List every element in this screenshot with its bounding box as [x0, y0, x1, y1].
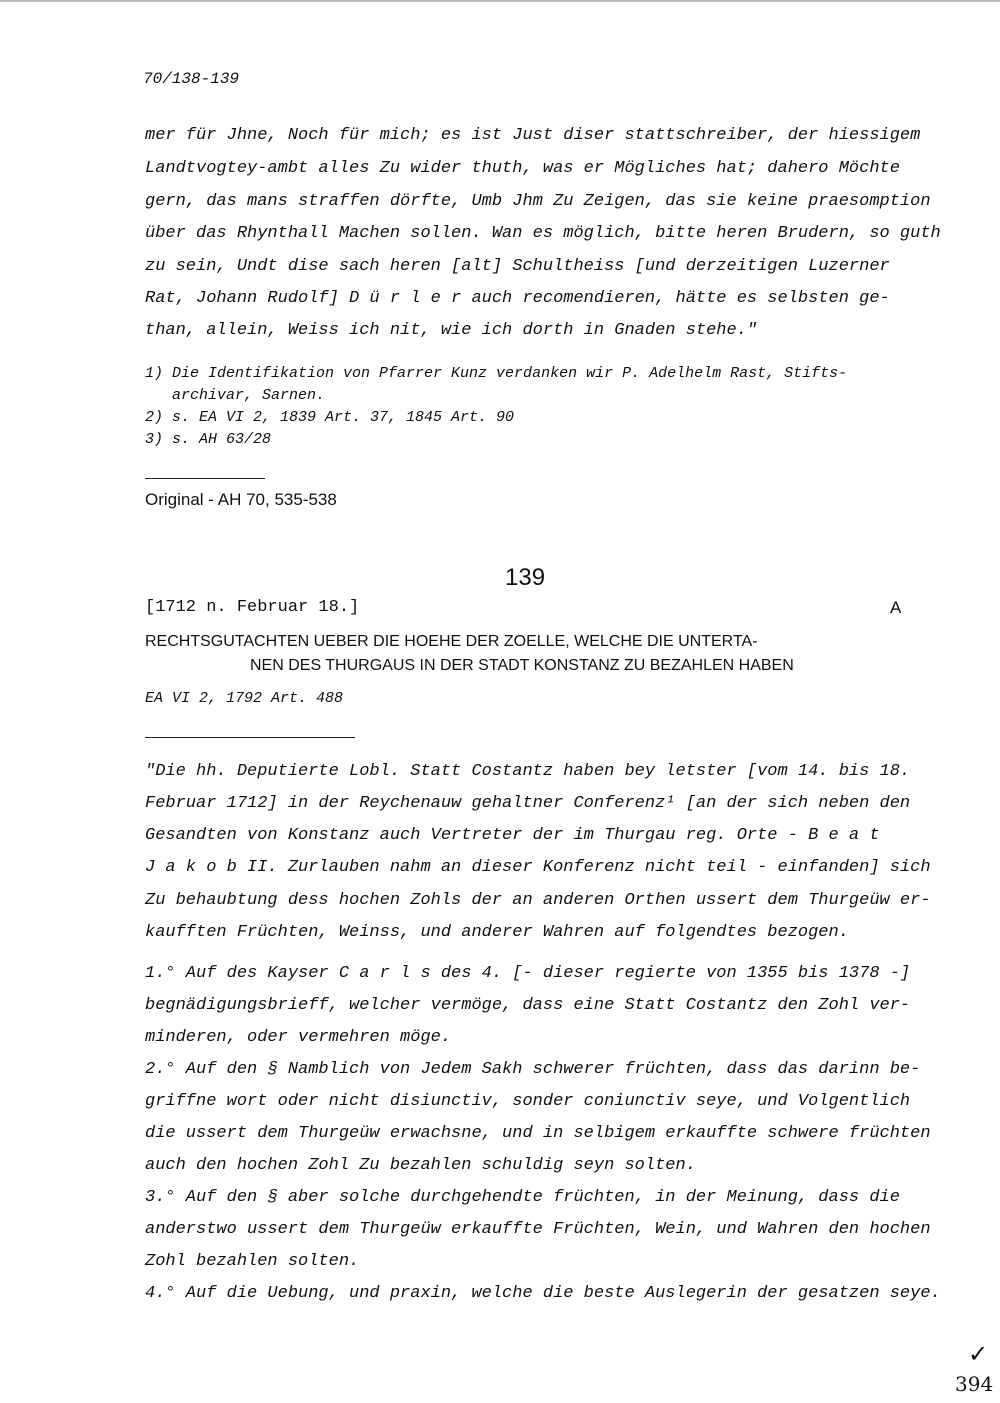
title-line: NEN DES THURGAUS IN DER STADT KONSTANZ ZU BEZAHLEN HABEN — [250, 657, 794, 674]
scan-edge-line — [0, 0, 1000, 2]
body-line: 2.° Auf den § Namblich von Jedem Sakh schwerer früchten, dass das darinn be- — [145, 1060, 921, 1079]
body-line: J a k o b II. Zurlauben nahm an dieser Konferenz nicht teil - einfanden] sich — [145, 858, 931, 877]
title-line: RECHTSGUTACHTEN UEBER DIE HOEHE DER ZOELLE, WELCHE DIE UNTERTA- — [145, 633, 758, 650]
handwritten-page-number: 394 — [955, 1372, 994, 1396]
quote-line: than, allein, Weiss ich nit, wie ich dorth in Gnaden stehe." — [145, 321, 758, 340]
quote-line: Landtvogtey-ambt alles Zu wider thuth, was er Mögliches hat; dahero Möchte — [145, 159, 900, 178]
footnote-line: 3) s. AH 63/28 — [145, 431, 272, 448]
source-reference: EA VI 2, 1792 Art. 488 — [145, 690, 344, 707]
quote-line: über das Rhynthall Machen sollen. Wan es möglich, bitte heren Brudern, so guth — [145, 224, 941, 243]
body-line: minderen, oder vermehren möge. — [145, 1028, 452, 1047]
document-number: 139 — [505, 564, 546, 591]
document-reference: 70/138-139 — [143, 70, 240, 88]
body-line: anderstwo ussert dem Thurgeüw erkauffte Früchten, Wein, und Wahren den hochen — [145, 1220, 931, 1239]
footnote-divider — [145, 478, 265, 479]
check-mark: ✓ — [968, 1340, 989, 1368]
document-date: [1712 n. Februar 18.] — [145, 598, 360, 617]
body-line: die ussert dem Thurgeüw erwachsne, und in selbigem erkauffte schwere früchten — [145, 1124, 931, 1143]
document-title — [145, 630, 794, 678]
body-line: kaufften Früchten, Weinss, und anderer Wahren auf folgendtes bezogen. — [145, 923, 849, 942]
footnote-line: 1) Die Identifikation von Pfarrer Kunz verdanken wir P. Adelhelm Rast, Stifts- — [145, 365, 848, 382]
body-line: Zohl bezahlen solten. — [145, 1252, 360, 1271]
body-line: griffne wort oder nicht disiunctiv, sonder coniunctiv seye, und Volgentlich — [145, 1092, 911, 1111]
footnote-line: 2) s. EA VI 2, 1839 Art. 37, 1845 Art. 90 — [145, 409, 515, 426]
body-line: 3.° Auf den § aber solche durchgehendte früchten, in der Meinung, dass die — [145, 1188, 900, 1207]
body-line: 4.° Auf die Uebung, und praxin, welche die beste Auslegerin der gesatzen seye. — [145, 1284, 941, 1303]
body-line: Zu behaubtung dess hochen Zohls der an anderen Orthen ussert dem Thurgeüw er- — [145, 891, 931, 910]
quote-line: gern, das mans straffen dörfte, Umb Jhm Zu Zeigen, das sie keine praesomption — [145, 192, 931, 211]
body-line: Gesandten von Konstanz auch Vertreter der im Thurgau reg. Orte - B e a t — [145, 826, 880, 845]
body-line: begnädigungsbrieff, welcher vermöge, dass eine Statt Costantz den Zohl ver- — [145, 996, 911, 1015]
body-line: "Die hh. Deputierte Lobl. Statt Costantz haben bey letster [vom 14. bis 18. — [145, 762, 911, 781]
footnote-line: archivar, Sarnen. — [145, 387, 326, 404]
original-source: Original - AH 70, 535-538 — [145, 490, 337, 509]
body-line: 1.° Auf des Kayser C a r l s des 4. [- dieser regierte von 1355 bis 1378 -] — [145, 964, 911, 983]
quote-line: Rat, Johann Rudolf] D ü r l e r auch recomendieren, hätte es selbsten ge- — [145, 289, 890, 308]
body-line: auch den hochen Zohl Zu bezahlen schuldig seyn solten. — [145, 1156, 696, 1175]
quote-line: zu sein, Undt dise sach heren [alt] Schultheiss [und derzeitigen Luzerner — [145, 257, 890, 276]
section-letter: A — [890, 598, 902, 617]
body-divider — [145, 737, 355, 738]
body-line: Februar 1712] in der Reychenauw gehaltner Conferenz¹ [an der sich neben den — [145, 794, 911, 813]
quote-line: mer für Jhne, Noch für mich; es ist Just diser stattschreiber, der hiessigem — [145, 126, 921, 145]
